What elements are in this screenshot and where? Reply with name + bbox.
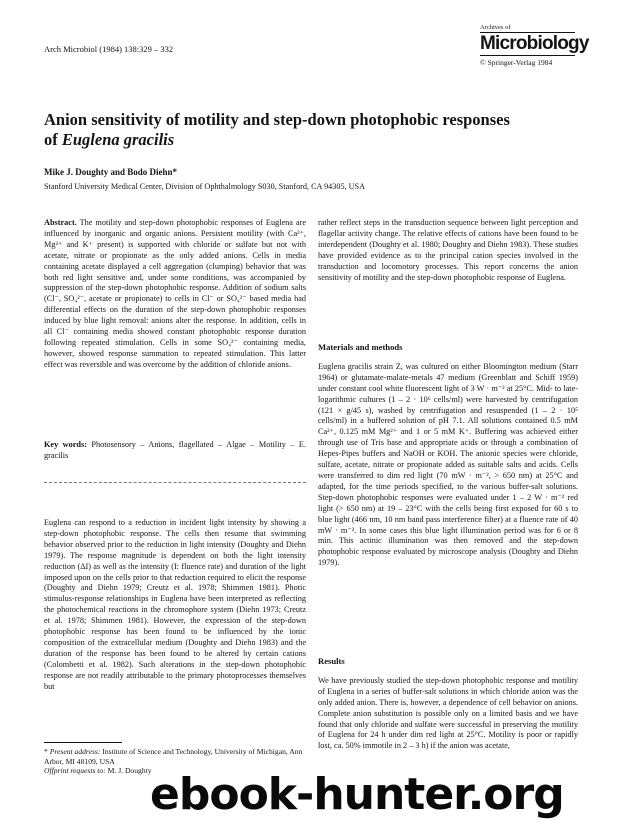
- section-divider: [44, 482, 306, 483]
- title-line-2: [44, 130, 564, 150]
- abstract-label: Abstract.: [44, 218, 77, 227]
- methods-heading: Materials and methods: [318, 342, 403, 352]
- keywords-block: [44, 440, 306, 462]
- introduction-text: Euglena can respond to a reduction in incident light intensity by showing a step-down photophobic response. The cells then resume that swimming behavior observed prior to the reduction in light intensity (Doughty and Diehn 1979). The response magnitude is dependent on both the light intensity reduction (ΔI) as well as the intensity (I: fluence rate) and duration of the light imposed upon on the cells prior to that reduction required to elicit the response (Doughty and Diehn 1979; Creutz et al. 1978; Shimmen 1981). Photic stimulus-response relationships in Euglena have been interpreted as reflecting the photochemical reactions in the chromophore system (Diehn 1973; Creutz et al. 1978; Shimmen 1981). However, the expression of the step-down photophobic response has been found to be influenced by the ionic composition of the extracellular medium (Doughty and Diehn 1983) and the duration of the response has been found to be altered by certain cations (Colombetti et al. 1982). Such alterations in the step-down photophobic response are not readily attributable to the primary photoprocesses themselves but: [44, 518, 306, 691]
- logo-rule-bottom: [480, 55, 575, 56]
- footnote-star: *: [44, 747, 50, 756]
- right-intro-block: [318, 218, 578, 283]
- keywords-text: Photosensory – Anions, flagellated – Algae – Motility – E. gracilis: [44, 440, 307, 460]
- results-heading: Results: [318, 656, 345, 666]
- authors: Mike J. Doughty and Bodo Diehn*: [44, 167, 178, 177]
- journal-reference: Arch Microbiol (1984) 138:329 – 332: [44, 44, 174, 54]
- title-line-2-prefix: of: [44, 130, 62, 149]
- footnote-rule: [44, 742, 122, 743]
- copyright: © Springer-Verlag 1984: [480, 58, 553, 67]
- article-title: [44, 110, 564, 150]
- title-line-1: Anion sensitivity of motility and step-down photophobic responses: [44, 110, 510, 129]
- affiliation: Stanford University Medical Center, Division of Ophthalmology S030, Stanford, CA 94305, USA: [44, 182, 366, 191]
- footnote-offprint-text: M. J. Doughty: [107, 766, 152, 776]
- journal-logo: [480, 24, 589, 67]
- footnote-present-label: Present address:: [49, 747, 101, 756]
- logo-name: Microbiology: [480, 33, 589, 54]
- keywords-label: Key words:: [44, 440, 87, 449]
- results-section: [318, 656, 578, 752]
- logo-top-text: Archives of: [480, 24, 511, 31]
- methods-text: Euglena gracilis strain Z, was cultured on either Bloomington medium (Starr 1964) or glutamate-malate-metals 47 medium (Greenblatt and Schiff 1959) under constant cool white fluorescent light of 3 W · m⁻² at 25°C. Mid- to late-logarithmic cultures (1 – 2 · 10⁶ cells/ml) were harvested by centrifugation (121 × g/45 s), washed by centrifugation and resuspended (1 – 2 · 10⁵ cells/ml) in a buffered solution of pH 7.1. All solutions contained 0.5 mM Ca²⁺, 0.125 mM Mg²⁺ and 1 or 5 mM K⁺. Buffering was achieved either through use of Tris base and appropriate acids or through a combination of Hepes-Pipes buffers and NaOH or KOH. The anionic species were chloride, sulfate, acetate, nitrate or propionate added as suitable salts and acids. Cells were transferred to dim red light (70 mW · m⁻², > 650 nm) at 25°C and adapted, for the time periods specified, to the various buffer-salt solutions. Step-down photophobic responses were evaluated under 1 – 2 W · m⁻² red light (> 650 nm) at 19 – 23°C with the cells being first exposed for 60 s to blue light (466 nm, 10 nm band pass interference filter) at a fluence rate of 40 mW · m⁻². In some cases this blue light illumination period was for 6 or 8 min. This actinic illumination was then removed and the step-down photophobic response evaluated by microscope analysis (Doughty and Diehn 1979).: [318, 361, 578, 568]
- footnote-offprint-label: Offprint requests to:: [44, 766, 106, 776]
- results-text: We have previously studied the step-down photophobic response and motility of Euglena in a series of buffer-salt solutions in which chloride anion was the only added anion. There is, however, a dependence of cell behavior on anions. Complete anion substitution is possible only on a limited basis and we have found that only chloride and sulfate were successful in preserving the motility of Euglena for 24 h under dim red light at 25°C. Motility is poor or rapidly lost, ca. 50% immotile in 2 – 3 h) if the anion was acetate,: [318, 675, 578, 751]
- right-intro-text: rather reflect steps in the transduction sequence between light perception and flagellar activity change. The relative effects of cations have been found to be interdependent (Doughty et al. 1980; Doughty and Diehn 1983). These studies have provided evidence as to the principal cation species involved in the transduction and locomotory processes. This report concerns the anion sensitivity of motility and the step-down photophobic response of Euglena.: [318, 218, 578, 282]
- footnote-present-text: Institute of Science and Technology, University of Michigan, Ann Arbor, MI 48109, USA: [44, 747, 303, 766]
- watermark: ebook-hunter.org: [150, 769, 564, 820]
- title-species: Euglena gracilis: [61, 130, 175, 149]
- introduction-block: [44, 518, 306, 693]
- methods-section: [318, 342, 578, 569]
- abstract-text: The motility and step-down photophobic responses of Euglena are influenced by inorganic and organic anions. Persistent motility (with Ca²⁺, Mg²⁺ and K⁺ present) is supported with chloride or sulfate but not with acetate, nitrate or propionate as the only added anions. Cells in media containing acetate displayed a cell aggregation (clumping) behavior that was both red light sensitive and, under some conditions, was accompanied by suppression of the step-down photophobic response. Addition of sodium salts (Cl⁻, SO₄²⁻, acetate or propionate) to cells in Cl⁻ or SO₄²⁻ based media had differential effects on the duration of the step-down photophobic responses induced by blue light removal: anions alter the response. In addition, cells in all Cl⁻ containing media showed constant photophobic response duration following repeated stimulation. Cells in some SO₄²⁻ containing media, however, showed response summation to repeated stimulation. This latter effect was reversible and was overcome by the addition of chloride anions.: [44, 218, 306, 369]
- abstract-block: [44, 218, 306, 371]
